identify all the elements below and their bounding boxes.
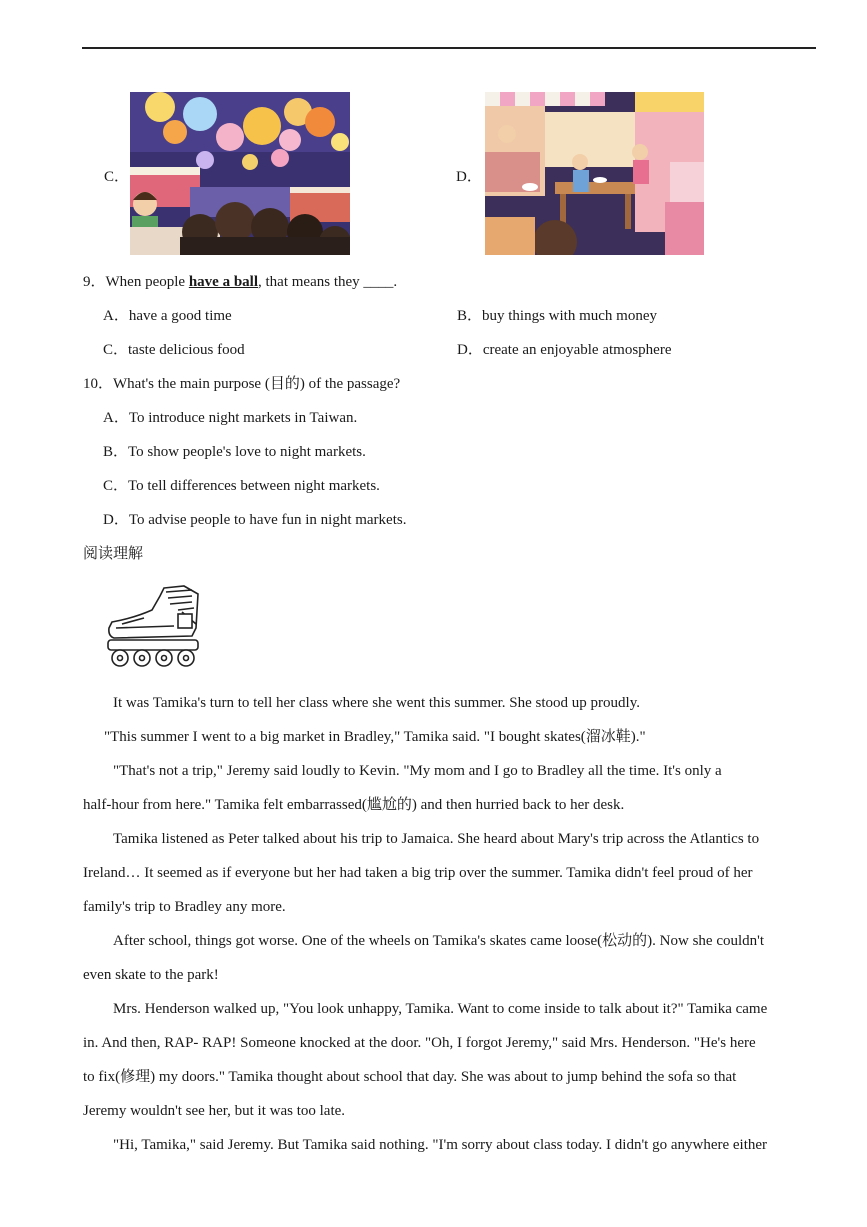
question-9-number: 9． <box>83 274 106 290</box>
option-d-label: D． <box>456 169 482 185</box>
question-9-post: , that means they ____. <box>258 274 398 290</box>
option-c-label: C． <box>104 169 130 185</box>
passage-line-1: It was Tamika's turn to tell her class where she went this summer. She stood up proudly. <box>113 695 640 711</box>
question-9-pre: When people <box>105 274 189 290</box>
question-9-phrase: have a ball <box>188 274 259 290</box>
question-10-option-a: A．To introduce night markets in Taiwan. <box>103 410 358 426</box>
lantern-festival-image <box>130 92 350 255</box>
passage-line-11: in. And then, RAP- RAP! Someone knocked at the door. "Oh, I forgot Jeremy," said Mrs. Henderson. "He's here <box>83 1035 756 1051</box>
question-9-option-b: B．buy things with much money <box>457 308 657 324</box>
question-9-stem <box>83 273 397 291</box>
header-rule <box>82 47 816 49</box>
passage-line-8: After school, things got worse. One of the wheels on Tamika's skates came loose(松动的). Now she couldn't <box>113 933 765 949</box>
lantern-scene-illustration <box>130 92 350 255</box>
passage-line-13: Jeremy wouldn't see her, but it was too late. <box>83 1103 346 1119</box>
question-10-option-b: B．To show people's love to night markets. <box>103 444 366 460</box>
passage-line-6: Ireland… It seemed as if everyone but her had taken a big trip over the summer. Tamika didn't feel proud of her <box>83 865 753 881</box>
night-market-food-image <box>485 92 704 255</box>
passage-line-14: "Hi, Tamika," said Jeremy. But Tamika said nothing. "I'm sorry about class today. I didn't go anywhere either <box>113 1137 768 1153</box>
question-10-option-d: D．To advise people to have fun in night markets. <box>103 512 407 528</box>
passage-line-7: family's trip to Bradley any more. <box>83 899 286 915</box>
passage-line-10: Mrs. Henderson walked up, "You look unhappy, Tamika. Want to come inside to talk about it?" Tamika came <box>113 1001 768 1017</box>
food-stall-illustration <box>485 92 704 255</box>
inline-skate-illustration <box>104 584 204 670</box>
passage-line-5: Tamika listened as Peter talked about his trip to Jamaica. She heard about Mary's trip across the Atlantics to <box>113 831 760 847</box>
question-9-option-c: C．taste delicious food <box>103 342 245 358</box>
skate-image <box>104 584 204 670</box>
passage-line-12: to fix(修理) my doors." Tamika thought about school that day. She was about to jump behind the sofa so that <box>83 1069 737 1085</box>
question-9-option-a: A．have a good time <box>103 308 232 324</box>
question-9-option-d: D．create an enjoyable atmosphere <box>457 342 672 358</box>
question-10-stem: 10．What's the main purpose (目的) of the passage? <box>83 376 401 392</box>
section-title: 阅读理解 <box>83 546 144 562</box>
passage-line-3: "That's not a trip," Jeremy said loudly to Kevin. "My mom and I go to Bradley all the time. It's only a <box>113 763 722 779</box>
question-10-option-c: C．To tell differences between night markets. <box>103 478 380 494</box>
passage-line-2: "This summer I went to a big market in Bradley," Tamika said. "I bought skates(溜冰鞋)." <box>104 729 646 745</box>
passage-line-4: half-hour from here." Tamika felt embarrassed(尴尬的) and then hurried back to her desk. <box>83 797 625 813</box>
passage-line-9: even skate to the park! <box>83 967 219 983</box>
